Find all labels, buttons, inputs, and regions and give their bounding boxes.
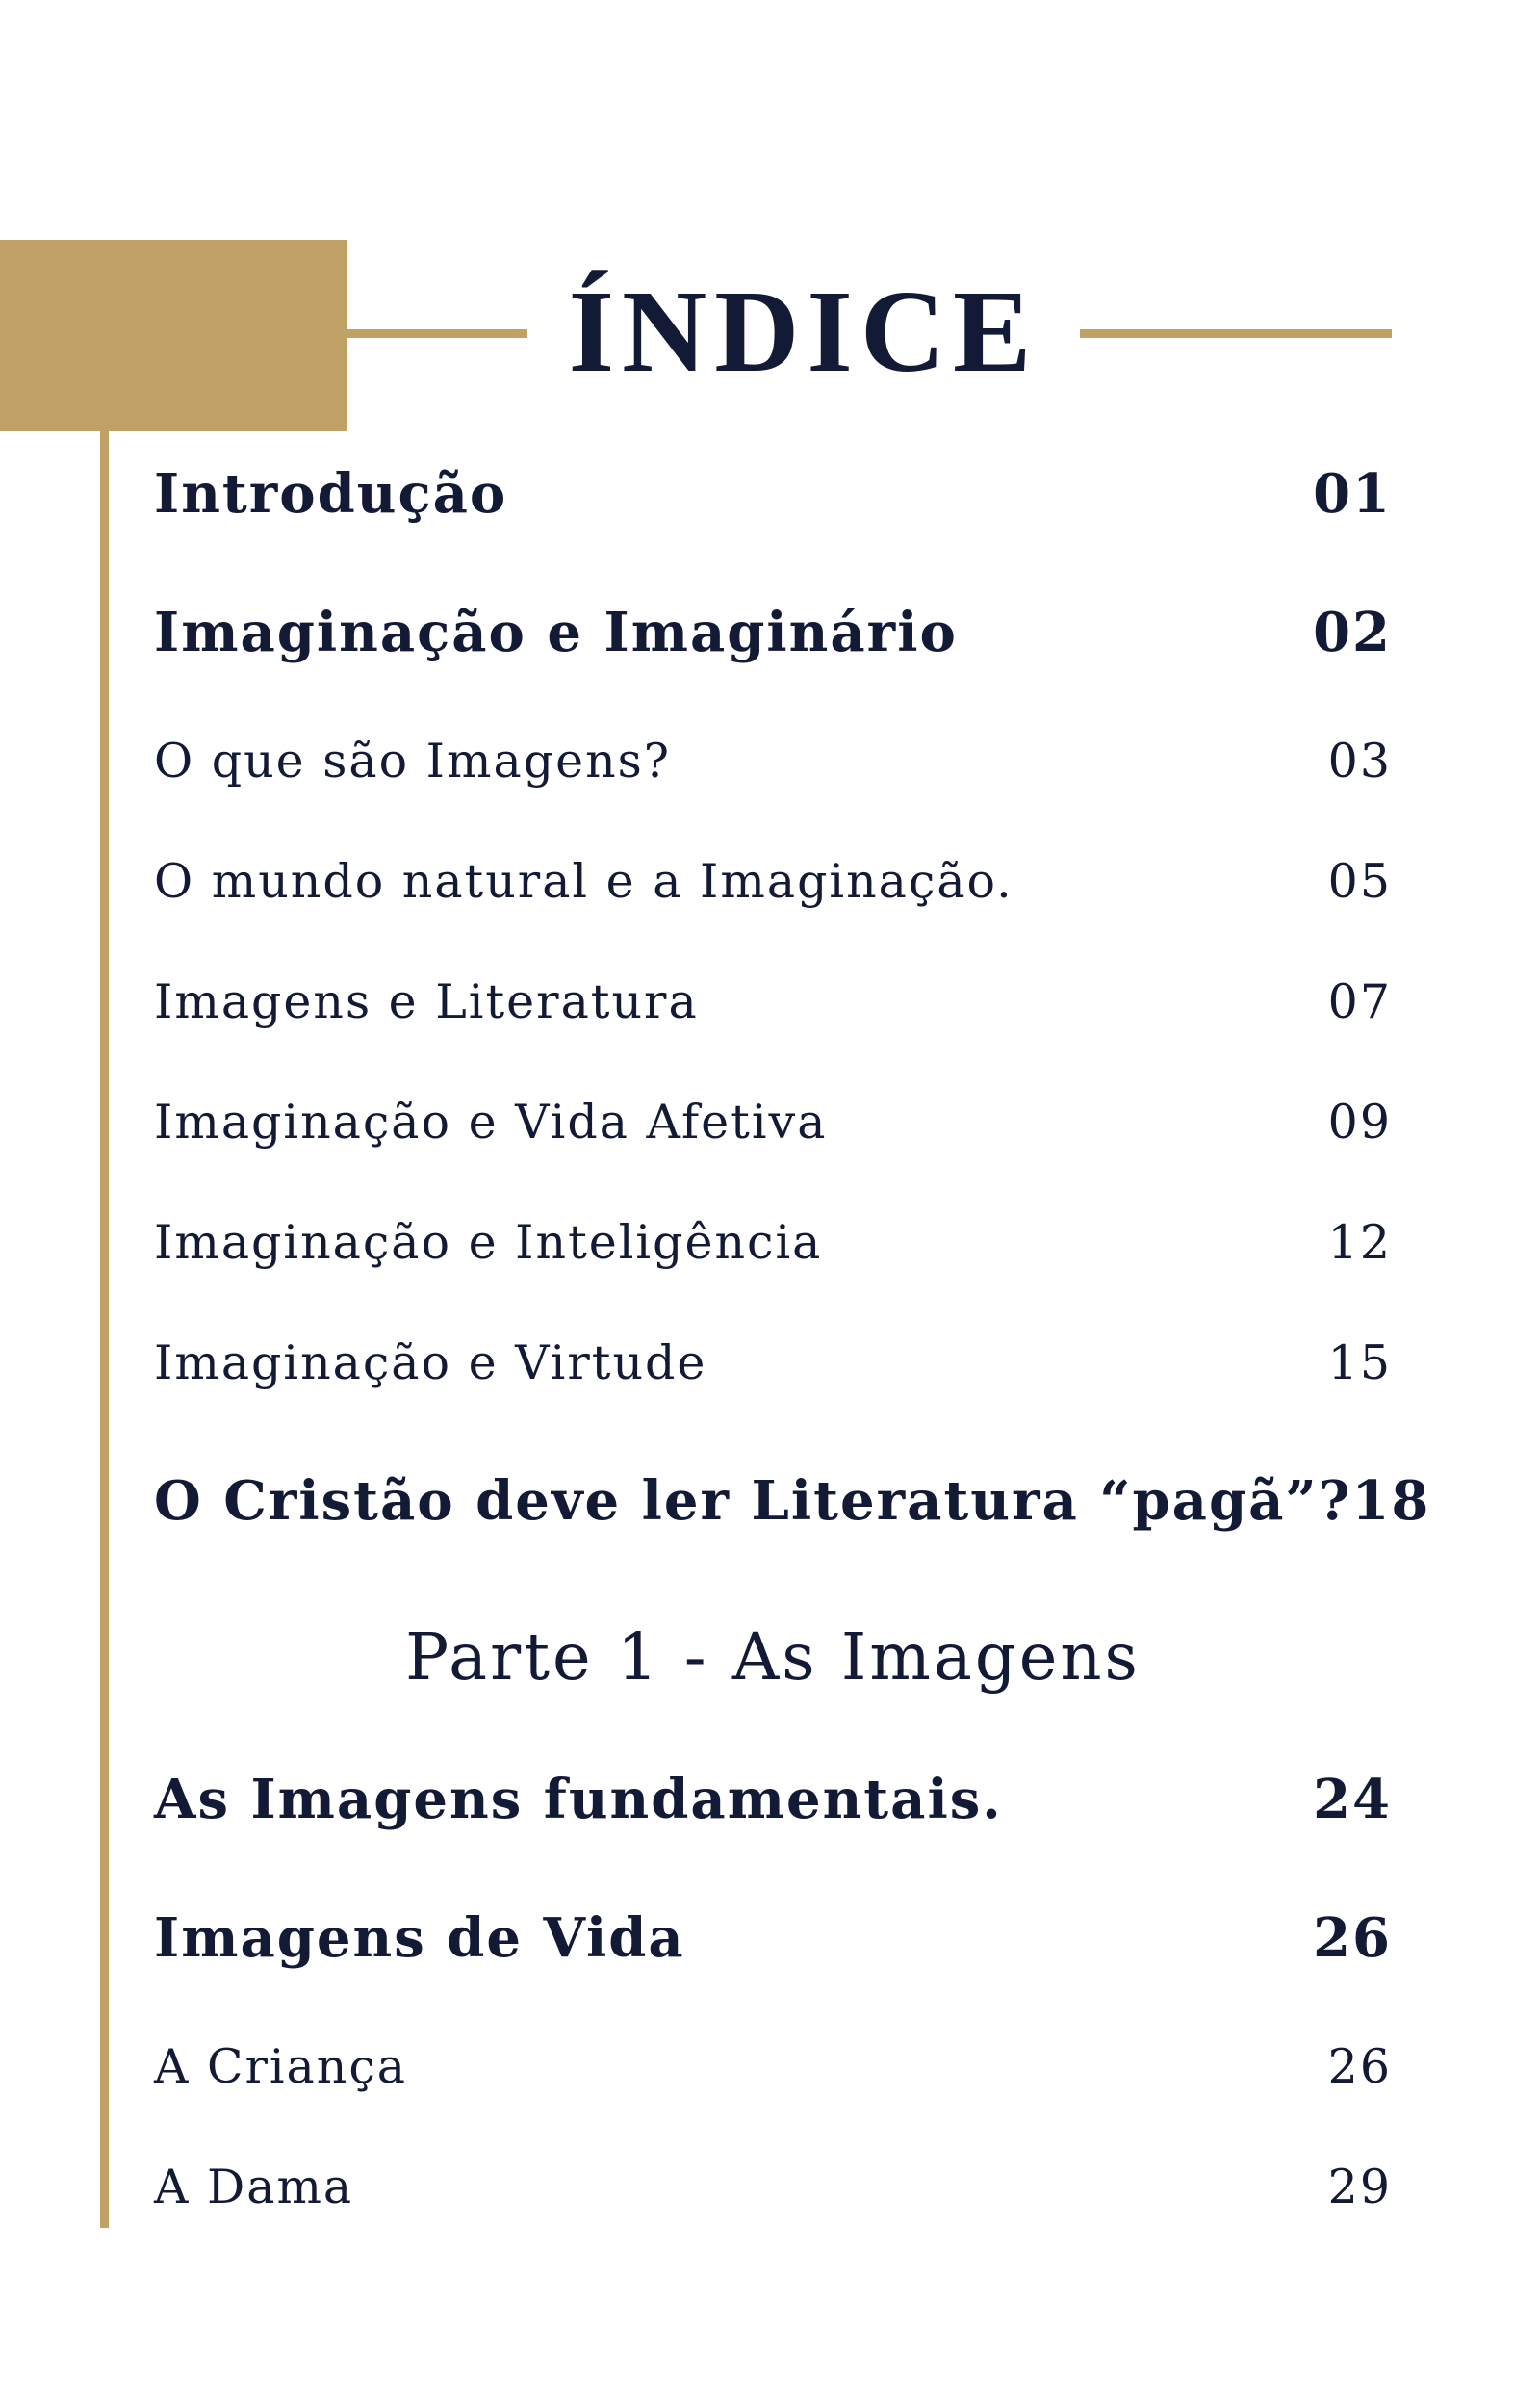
toc-entry-label: O mundo natural e a Imaginação. (154, 854, 1014, 909)
toc-entry-page: 09 (1327, 1095, 1392, 1150)
toc-entry-imaginacao-e-imaginario[interactable] (154, 601, 1392, 664)
toc-entry-label: As Imagens fundamentais. (154, 1768, 1003, 1831)
toc-entry-page: 26 (1313, 1906, 1392, 1970)
title-rule-right (1080, 329, 1392, 338)
toc-entry-label: Imaginação e Virtude (154, 1335, 707, 1390)
toc-entry-page: 02 (1313, 601, 1392, 664)
toc-entry-page: 24 (1313, 1768, 1392, 1831)
toc-entry-label: Imaginação e Vida Afetiva (154, 1095, 828, 1150)
toc-entry-page: 18 (1351, 1469, 1431, 1533)
toc-entry-label: Imagens e Literatura (154, 974, 699, 1029)
toc-entry-label: O que são Imagens? (154, 734, 672, 789)
toc-entry-a-crianca[interactable] (154, 2039, 1392, 2094)
vertical-rule (100, 431, 109, 2228)
toc-entry-vida-afetiva[interactable] (154, 1095, 1392, 1150)
toc-entry-a-dama[interactable] (154, 2160, 1392, 2214)
toc-entry-label: A Dama (154, 2160, 354, 2214)
toc-entry-literatura-paga[interactable] (154, 1469, 1431, 1533)
toc-entry-inteligencia[interactable] (154, 1215, 1392, 1270)
toc-entry-label: Imaginação e Imaginário (154, 601, 958, 664)
toc-entry-label: Introdução (154, 462, 508, 526)
toc-entry-label: O Cristão deve ler Literatura “pagã”? (154, 1469, 1352, 1533)
toc-entry-page: 05 (1327, 854, 1392, 909)
page-title: ÍNDICE (568, 267, 1040, 397)
toc-entry-page: 29 (1327, 2160, 1392, 2214)
toc-entry-label: Imagens de Vida (154, 1906, 685, 1970)
toc-entry-page: 07 (1327, 974, 1392, 1029)
toc-entry-imagens-e-literatura[interactable] (154, 974, 1392, 1029)
toc-entry-imagens-de-vida[interactable] (154, 1906, 1392, 1970)
toc-entry-page: 15 (1327, 1335, 1392, 1390)
toc-entry-introducao[interactable] (154, 462, 1392, 526)
toc-entry-virtude[interactable] (154, 1335, 1392, 1390)
toc-entry-page: 01 (1313, 462, 1392, 526)
toc-entry-o-que-sao-imagens[interactable] (154, 734, 1392, 789)
toc-entry-imagens-fundamentais[interactable] (154, 1768, 1392, 1831)
toc-entry-mundo-natural[interactable] (154, 854, 1392, 909)
gold-accent-block (0, 240, 347, 431)
part-heading: Parte 1 - As Imagens (405, 1619, 1141, 1695)
toc-entry-page: 12 (1327, 1215, 1392, 1270)
title-rule-left (347, 329, 527, 338)
toc-entry-label: Imaginação e Inteligência (154, 1215, 823, 1270)
toc-entry-page: 03 (1327, 734, 1392, 789)
toc-entry-label: A Criança (154, 2039, 407, 2094)
toc-entry-page: 26 (1327, 2039, 1392, 2094)
